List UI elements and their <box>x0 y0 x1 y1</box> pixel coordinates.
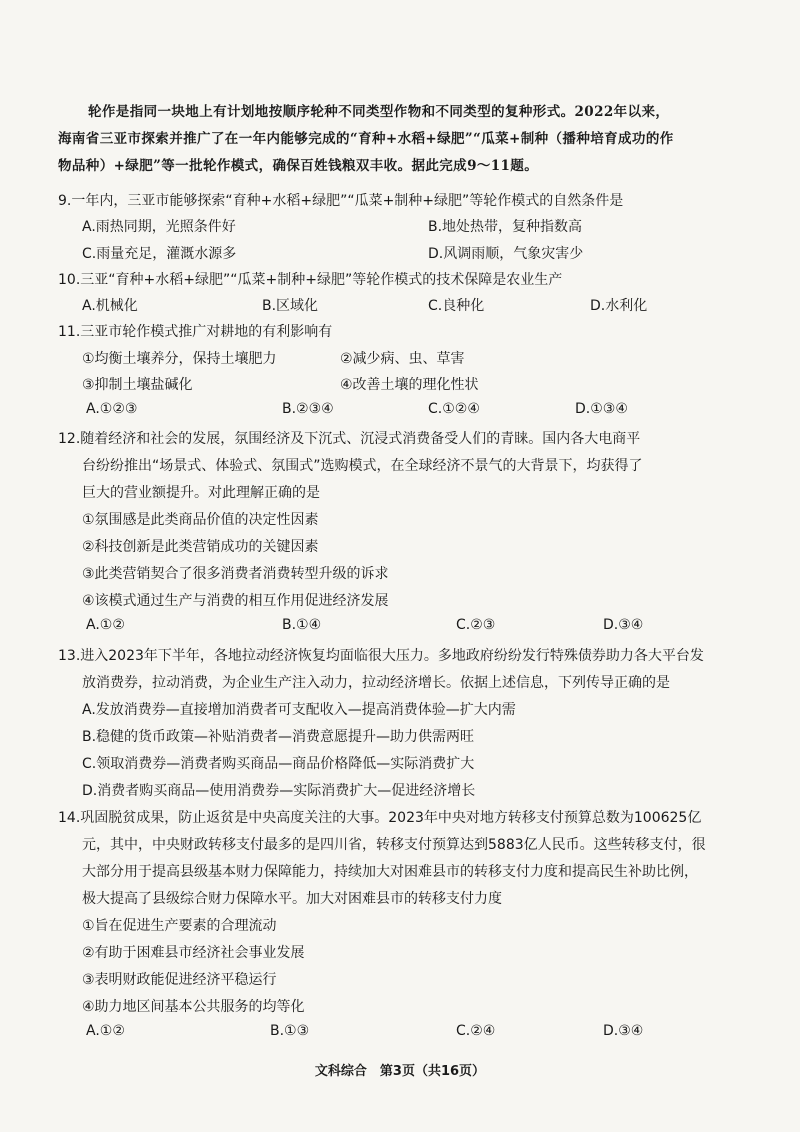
q10-option-c: C.良种化 <box>428 298 485 314</box>
q14-stem-line-4: 极大提高了县级综合财力保障水平。加大对困难县市的转移支付力度 <box>82 891 502 907</box>
q14-option-a: A.①② <box>86 1023 125 1039</box>
q11-statement-4: ④改善土壤的理化性状 <box>340 377 479 393</box>
q12-statement-4: ④该模式通过生产与消费的相互作用促进经济发展 <box>82 593 389 609</box>
q10-option-a: A.机械化 <box>82 298 138 314</box>
intro-passage <box>58 99 748 180</box>
q9-option-d: D.风调雨顺，气象灾害少 <box>428 246 584 262</box>
q9-option-a: A.雨热同期，光照条件好 <box>82 219 236 235</box>
q9-option-b: B.地处热带，复种指数高 <box>428 219 583 235</box>
q13-stem-line-2: 放消费券，拉动消费，为企业生产注入动力，拉动经济增长。依据上述信息，下列传导正确的是 <box>82 675 670 691</box>
q9-option-c: C.雨量充足，灌溉水源多 <box>82 246 237 262</box>
q12-option-d: D.③④ <box>603 617 644 633</box>
q12-statement-1: ①氛围感是此类商品价值的决定性因素 <box>82 512 319 528</box>
intro-line-2: 海南省三亚市探索并推广了在一年内能够完成的“育种+水稻+绿肥”“瓜菜+制种（播种培育成功的作 <box>58 131 674 147</box>
q14-option-d: D.③④ <box>603 1023 644 1039</box>
q12-statement-2: ②科技创新是此类营销成功的关键因素 <box>82 539 319 555</box>
q13-stem-line-1: 13.进入2023年下半年，各地拉动经济恢复均面临很大压力。多地政府纷纷发行特殊债券助力各大平台发 <box>58 648 704 664</box>
q11-option-b: B.②③④ <box>282 401 334 417</box>
q11-option-c: C.①②④ <box>428 401 480 417</box>
q14-stem-line-3: 大部分用于提高县级基本财力保障能力，持续加大对困难县市的转移支付力度和提高民生补助比例， <box>82 864 698 880</box>
q13-option-d: D.消费者购买商品—使用消费券—实际消费扩大—促进经济增长 <box>82 783 476 799</box>
q10-option-b: B.区域化 <box>262 298 319 314</box>
q12-stem-line-1: 12.随着经济和社会的发展，氛围经济及下沉式、沉浸式消费备受人们的青睐。国内各大电商平 <box>58 431 641 447</box>
q14-stem-line-1: 14.巩固脱贫成果，防止返贫是中央高度关注的大事。2023年中央对地方转移支付预算总数为100625亿 <box>58 810 702 826</box>
q13-option-a: A.发放消费券—直接增加消费者可支配收入—提高消费体验—扩大内需 <box>82 702 516 718</box>
q14-option-b: B.①③ <box>270 1023 310 1039</box>
q11-statement-2: ②减少病、虫、草害 <box>340 351 465 367</box>
intro-line-3: 物品种）+绿肥”等一批轮作模式，确保百姓钱粮双丰收。据此完成9～11题。 <box>58 158 539 174</box>
q11-option-a: A.①②③ <box>86 401 138 417</box>
q11-stem: 11.三亚市轮作模式推广对耕地的有利影响有 <box>58 324 333 340</box>
q14-stem-line-2: 元，其中，中央财政转移支付最多的是四川省，转移支付预算达到5883亿人民币。这些转移支付，很 <box>82 837 706 853</box>
q13-option-c: C.领取消费券—消费者购买商品—商品价格降低—实际消费扩大 <box>82 756 475 772</box>
q12-option-b: B.①④ <box>282 617 322 633</box>
q14-statement-4: ④助力地区间基本公共服务的均等化 <box>82 999 305 1015</box>
q11-option-d: D.①③④ <box>575 401 628 417</box>
q13-option-b: B.稳健的货币政策—补贴消费者—消费意愿提升—助力供需两旺 <box>82 729 475 745</box>
q11-statement-1: ①均衡土壤养分，保持土壤肥力 <box>82 351 277 367</box>
page-footer: 文科综合 第3页（共16页） <box>314 1064 486 1079</box>
q12-stem-line-2: 台纷纷推出“场景式、体验式、氛围式”选购模式，在全球经济不景气的大背景下，均获得了 <box>82 458 643 474</box>
q10-option-d: D.水利化 <box>590 298 648 314</box>
q12-statement-3: ③此类营销契合了很多消费者消费转型升级的诉求 <box>82 566 389 582</box>
intro-line-1: 轮作是指同一块地上有计划地按顺序轮种不同类型作物和不同类型的复种形式。2022年以来， <box>88 104 670 120</box>
q12-stem-line-3: 巨大的营业额提升。对此理解正确的是 <box>82 485 320 501</box>
q14-statement-2: ②有助于困难县市经济社会事业发展 <box>82 945 305 961</box>
q12-option-a: A.①② <box>86 617 125 633</box>
q14-statement-3: ③表明财政能促进经济平稳运行 <box>82 972 277 988</box>
q12-option-c: C.②③ <box>456 617 496 633</box>
q10-stem: 10.三亚“育种+水稻+绿肥”“瓜菜+制种+绿肥”等轮作模式的技术保障是农业生产 <box>58 272 563 288</box>
q9-stem: 9.一年内，三亚市能够探索“育种+水稻+绿肥”“瓜菜+制种+绿肥”等轮作模式的自然条件是 <box>58 193 624 209</box>
q14-option-c: C.②④ <box>456 1023 496 1039</box>
q14-statement-1: ①旨在促进生产要素的合理流动 <box>82 918 277 934</box>
q11-statement-3: ③抑制土壤盐碱化 <box>82 377 193 393</box>
